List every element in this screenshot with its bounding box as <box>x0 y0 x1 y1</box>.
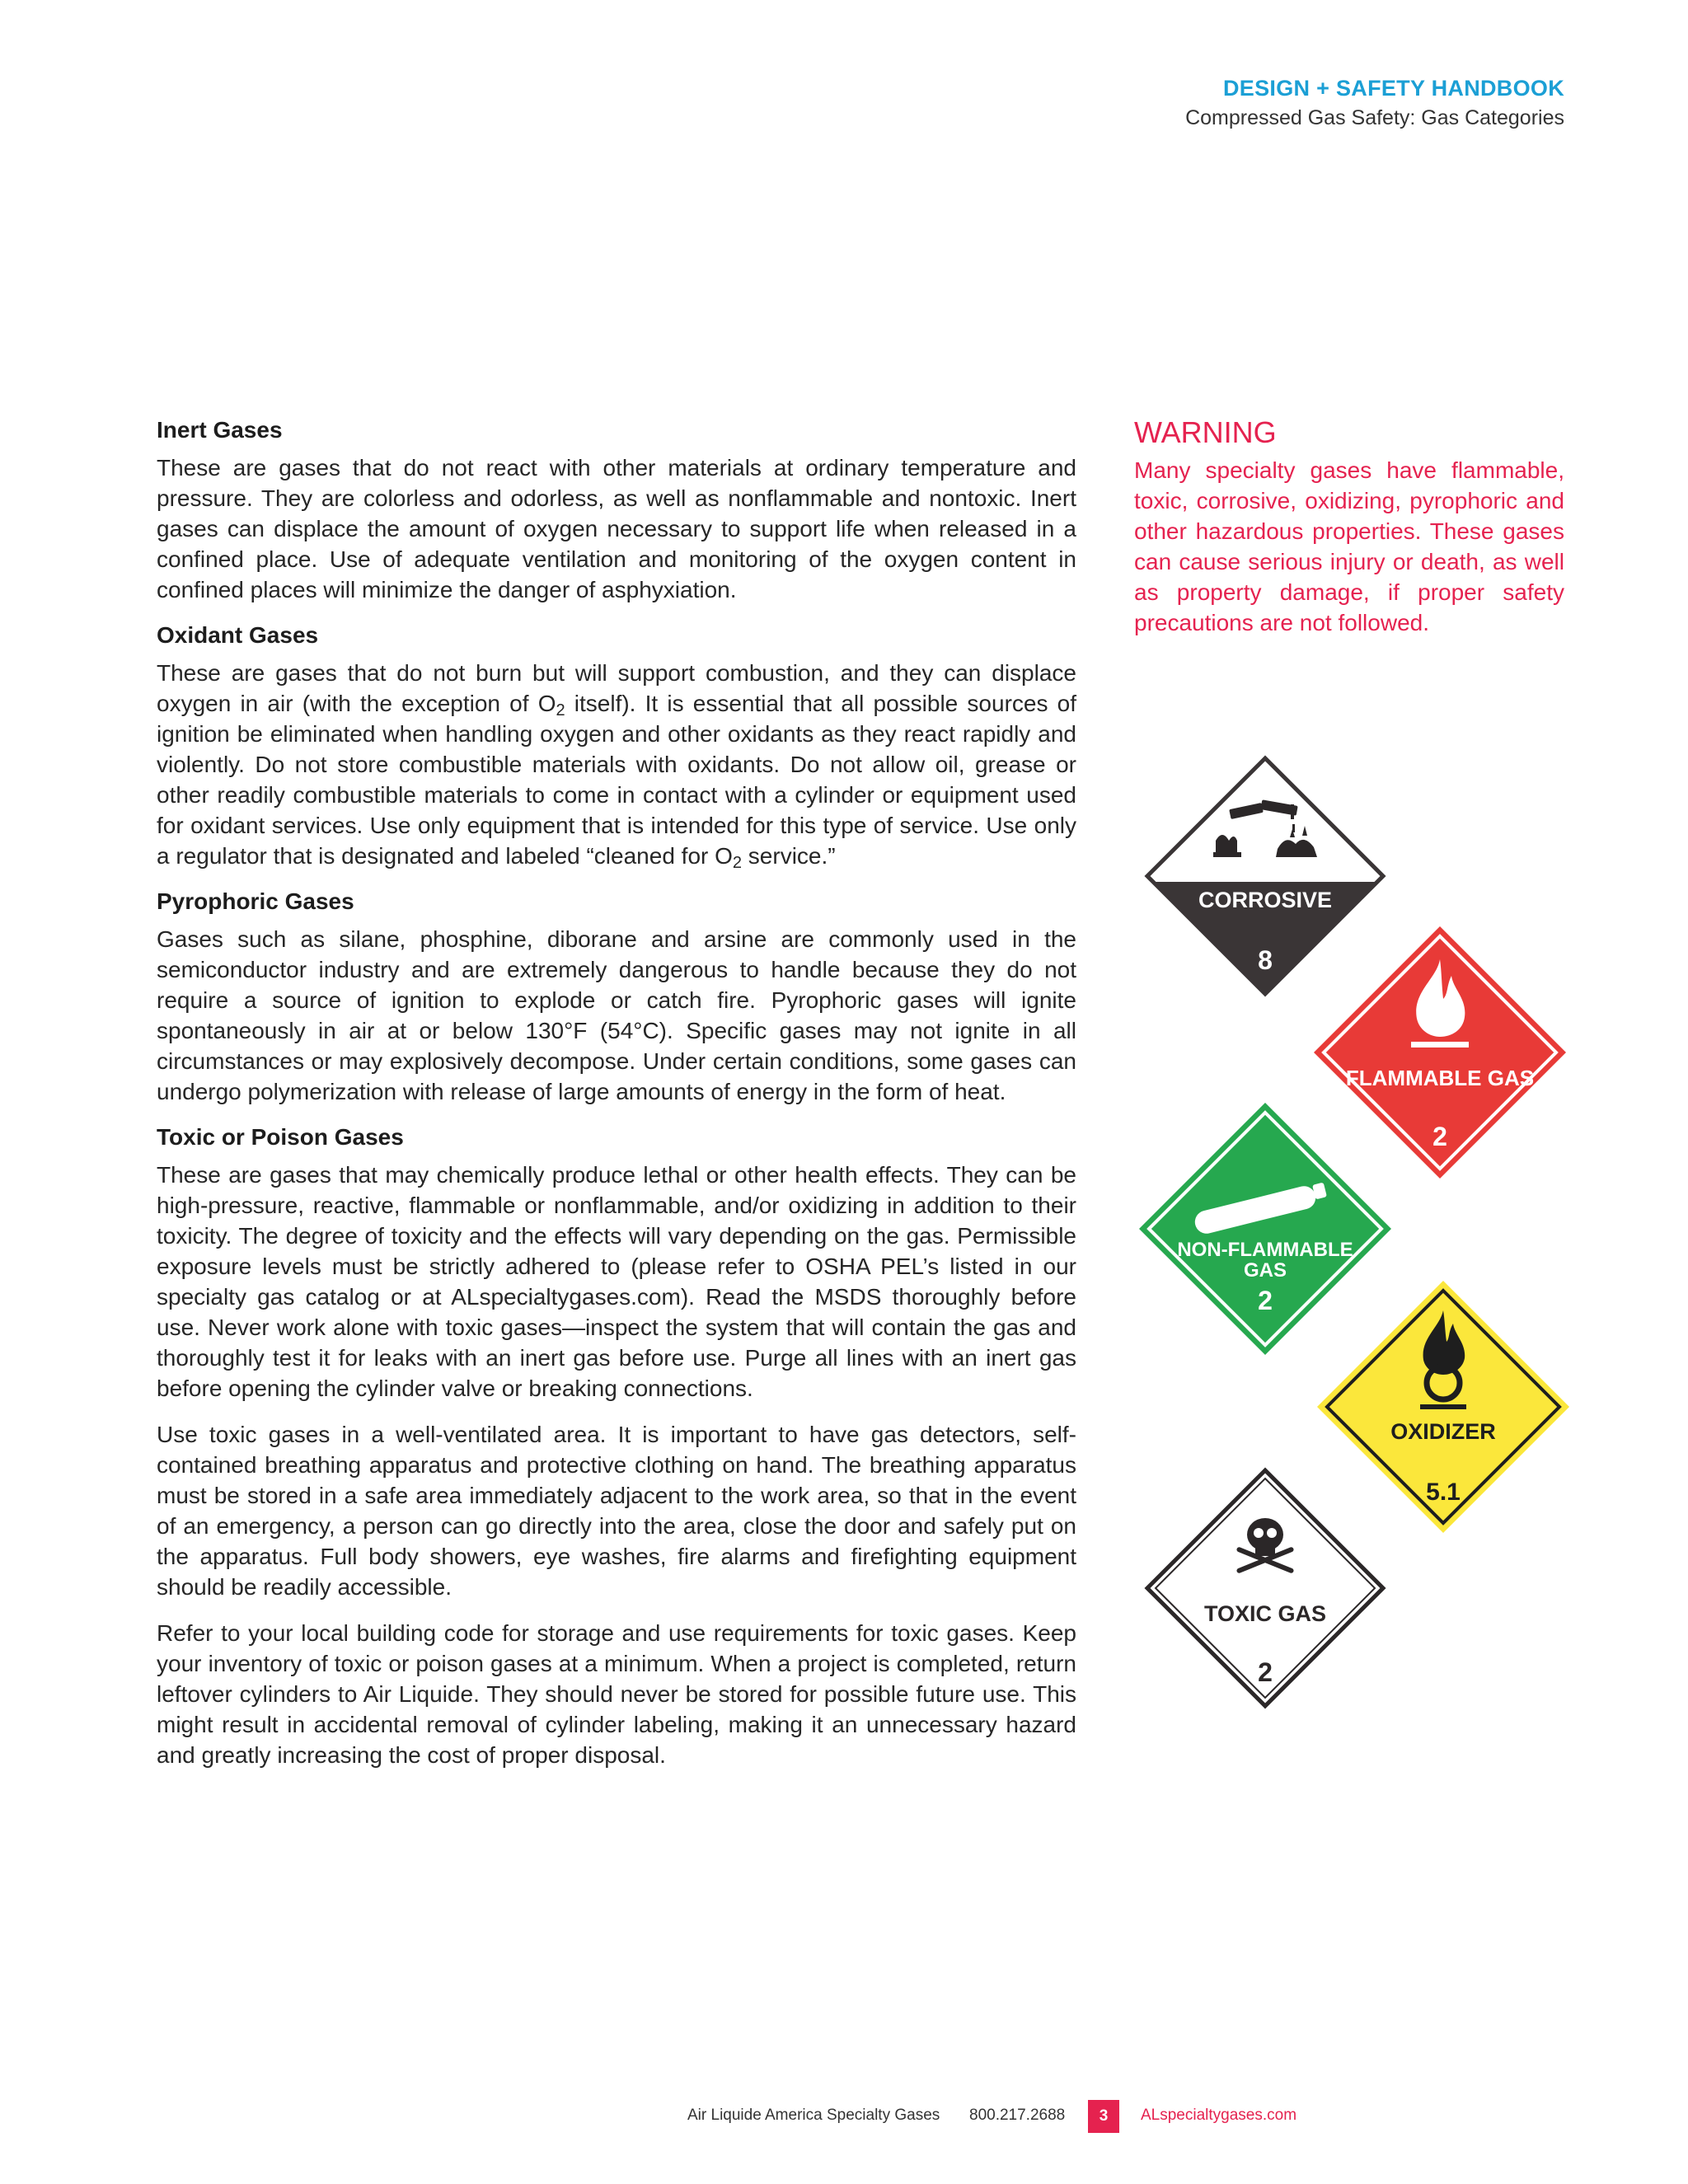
corrosive-label: CORROSIVE <box>1198 888 1333 912</box>
flammable-gas-label: FLAMMABLE GAS <box>1345 1066 1535 1090</box>
oxidant-gases-heading: Oxidant Gases <box>157 622 319 648</box>
oxygen-subscript: 2 <box>556 701 565 719</box>
oxidant-gases-text <box>157 658 1076 871</box>
non-flammable-label-line2: GAS <box>1243 1259 1287 1282</box>
oxidant-text-part3: service.” <box>742 843 836 869</box>
warning-text: Many specialty gases have flammable, toxic, corrosive, oxidizing, pyrophoric and other hazardous properties. These gases can cause serious injury or death, as well as property damage, if proper safety precautions are not followed. <box>1134 457 1564 635</box>
toxic-gas-label: TOXIC GAS <box>1203 1601 1327 1626</box>
non-flammable-class-number: 2 <box>1258 1286 1273 1315</box>
flammable-class-number: 2 <box>1432 1122 1447 1151</box>
oxidant-text-part1: These are gases that do not burn but will support combustion, and they can displace oxygen in air (with the exception of O <box>157 660 1076 716</box>
handbook-title: DESIGN + SAFETY HANDBOOK <box>1222 76 1564 101</box>
footer-phone: 800.217.2688 <box>969 2107 1066 2124</box>
footer-company: Air Liquide America Specialty Gases <box>687 2107 940 2124</box>
toxic-class-number: 2 <box>1258 1657 1273 1687</box>
warning-callout <box>1134 412 1564 638</box>
inert-gases-heading: Inert Gases <box>157 417 283 443</box>
page-header <box>1185 76 1564 130</box>
footer-website-link[interactable]: ALspecialtygases.com <box>1141 2107 1297 2124</box>
page-footer <box>0 2100 1688 2133</box>
pyrophoric-gases-text: Gases such as silane, phosphine, diborane and arsine are commonly used in the semiconductor industry and are extremely dangerous to handle because they do not require a source of ignition to explode or catch fire. Pyrophoric gases will ignite spontaneously in air at or below 130°F (54°C). Specific gases may not ignite in all circumstances or may explosively decompose. Under certain conditions, some gases can undergo polymerization with release of large amounts of energy in the form of heat. <box>157 926 1076 1104</box>
oxygen-subscript: 2 <box>732 854 743 872</box>
toxic-gases-text-1: These are gases that may chemically produce lethal or other health effects. They can be high-pressure, reactive, flammable or nonflammable, and/or oxidizing in addition to their toxicity. The degree of toxicity and the effects will vary depending on the gas. Permissible exposure levels must be strictly adhered to (please refer to OSHA PEL’s listed in our specialty gas catalog or at ALspecialtygases.com). Read the MSDS thoroughly before use. Never work alone with toxic gases—inspect the system that will contain the gas and thoroughly test it for leaks with an inert gas before use. Purge all lines with an inert gas before opening the cylinder valve or breaking connections. <box>157 1162 1076 1401</box>
hazard-placards <box>1129 742 1574 1780</box>
toxic-gases-heading: Toxic or Poison Gases <box>157 1124 404 1150</box>
toxic-gas-placard <box>1137 1460 1393 1716</box>
main-content <box>157 415 1076 1786</box>
oxidizer-label: OXIDIZER <box>1390 1419 1496 1444</box>
page-number: 3 <box>1088 2100 1119 2133</box>
toxic-gases-text-2: Use toxic gases in a well-ventilated area. It is important to have gas detectors, self-contained breathing apparatus and protective clothing on hand. The breathing apparatus must be stored in a safe area immediately adjacent to the work area, so that in the event of an emergency, a person can go directly into the area, close the door and safely put on the apparatus. Full body showers, eye washes, fire alarms and firefighting equipment should be readily accessible. <box>157 1422 1076 1600</box>
pyrophoric-gases-heading: Pyrophoric Gases <box>157 888 354 914</box>
corrosive-class-number: 8 <box>1258 945 1273 975</box>
oxidant-text-part2: itself). It is essential that all possible sources of ignition be eliminated when handling oxygen and other oxidants as they react rapidly and violently. Do not store combustible materials with oxidants. Do not allow oil, grease or other readily combustible materials to come in contact with a cylinder or equipment used for oxidant services. Use only equipment that is intended for this type of service. Use only a regulator that is designated and labeled “cleaned for O <box>157 691 1077 869</box>
handbook-subtitle: Compressed Gas Safety: Gas Categories <box>1185 106 1564 129</box>
toxic-gases-text-3: Refer to your local building code for storage and use requirements for toxic gases. Keep your inventory of toxic or poison gases at a minimum. When a project is completed, return leftover cylinders to Air Liquide. They should never be stored for possible future use. This might result in accidental removal of cylinder labeling, making it an unnecessary hazard and greatly increasing the cost of proper disposal. <box>157 1620 1076 1768</box>
warning-title: WARNING <box>1134 415 1277 449</box>
inert-gases-text: These are gases that do not react with other materials at ordinary temperature and pressure. They are colorless and odorless, as well as nonflammable and nontoxic. Inert gases can displace the amount of oxygen necessary to support life when released in a confined place. Use of adequate ventilation and monitoring of the oxygen content in confined places will minimize the danger of asphyxiation. <box>157 455 1076 602</box>
oxidizer-class-number: 5.1 <box>1426 1479 1461 1506</box>
non-flammable-label-line1: NON-FLAMMABLE <box>1177 1239 1353 1261</box>
